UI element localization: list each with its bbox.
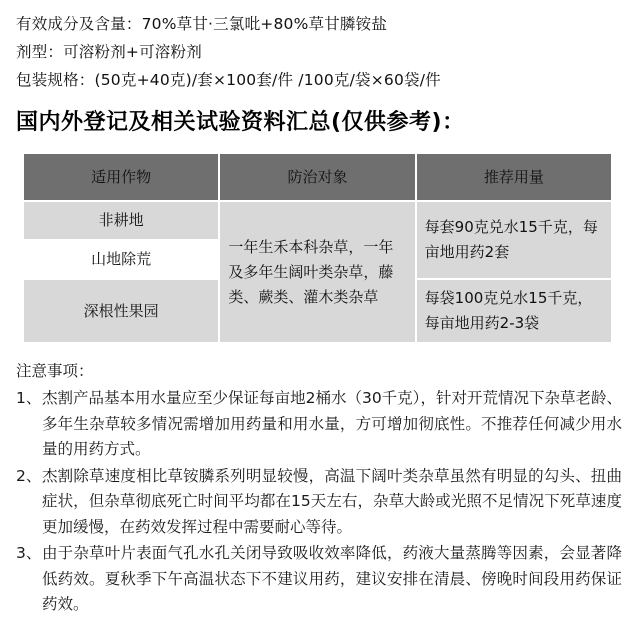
table-header-dose: 推荐用量 [416, 153, 612, 201]
table-header-row [23, 153, 612, 201]
note-number: 2、 [16, 466, 42, 485]
table-cell-crop-3: 深根性果园 [23, 279, 219, 343]
spec-line-formulation: 剂型：可溶粉剂+可溶粉剂 [16, 43, 202, 61]
note-item [16, 541, 622, 618]
table-header-crop: 适用作物 [23, 153, 219, 201]
note-text: 杰割除草速度相比草铵膦系列明显较慢，高温下阔叶类杂草虽然有明显的勾头、扭曲症状，但杂草彻底死亡时间平均都在15天左右，杂草大龄或光照不足情况下死草速度更加缓慢，在药效发挥过程中需要耐心等待。 [42, 466, 622, 536]
table-cell-crop-1: 非耕地 [23, 201, 219, 240]
table-header-target: 防治对象 [219, 153, 415, 201]
registration-table [22, 152, 613, 344]
page-title: 国内外登记及相关试验资料汇总(仅供参考)： [16, 110, 465, 135]
table-row [23, 201, 612, 240]
note-text: 由于杂草叶片表面气孔水孔关闭导致吸收效率降低，药液大量蒸腾等因素，会显著降低药效。夏秋季下午高温状态下不建议用药，建议安排在清晨、傍晚时间段用药保证药效。 [42, 544, 622, 613]
note-number: 3、 [16, 544, 42, 562]
note-text: 杰割产品基本用水量应至少保证每亩地2桶水（30千克），针对开荒情况下杂草老龄、多年生杂草较多情况需增加用药量和用水量，方可增加彻底性。不推荐任何减少用水量的用药方式。 [42, 389, 622, 458]
spec-line-packaging: 包装规格：(50克+40克)/套×100套/件 /100克/袋×60袋/件 [16, 71, 441, 89]
note-item [16, 464, 622, 541]
spec-line-active-ingredient: 有效成分及含量：70%草甘·三氯吡+80%草甘膦铵盐 [16, 15, 388, 33]
notes-title: 注意事项： [16, 362, 94, 380]
note-number: 1、 [16, 389, 42, 407]
notes-section [16, 358, 622, 618]
table-cell-dose-1: 每套90克兑水15千克，每亩地用药2套 [416, 201, 612, 279]
table-cell-crop-2: 山地除荒 [23, 240, 219, 279]
note-item [16, 386, 622, 463]
table-cell-target: 一年生禾本科杂草，一年及多年生阔叶类杂草，藤类、蕨类、灌木类杂草 [219, 201, 415, 343]
table-cell-dose-2: 每袋100克兑水15千克，每亩地用药2-3袋 [416, 279, 612, 343]
spec-block [16, 10, 622, 94]
